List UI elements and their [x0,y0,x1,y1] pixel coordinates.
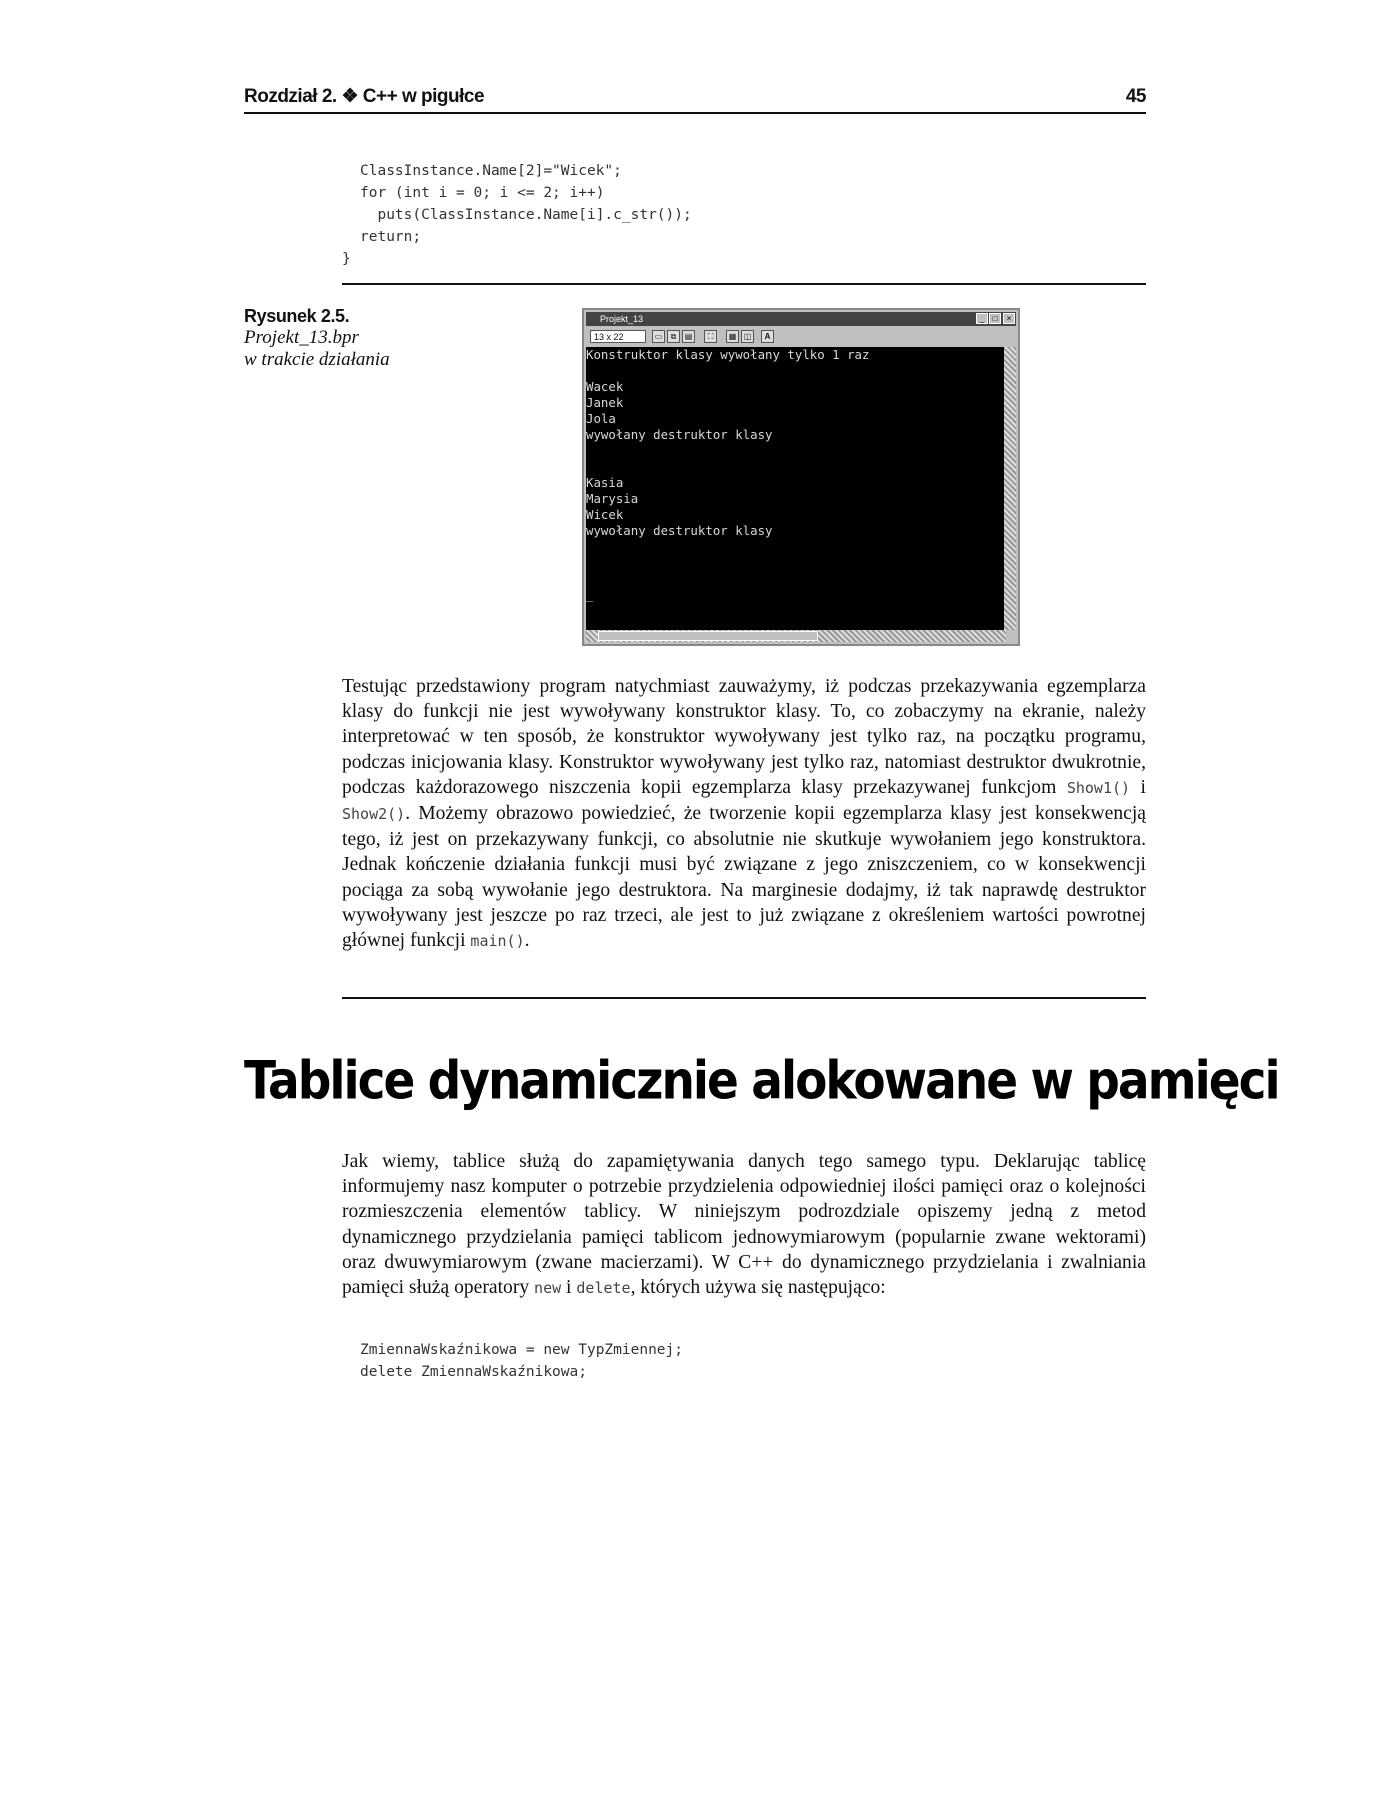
text-run: i [561,1277,577,1299]
divider-bottom [342,997,1146,999]
horizontal-scrollbar [586,630,1006,642]
console-line: Konstruktor klasy wywołany tylko 1 raz [586,347,870,362]
font-icon: A [761,330,774,343]
window-title: Projekt_13 [600,314,644,324]
running-head [244,84,1146,114]
code-line: delete ZmiennaWskaźnikowa; [360,1364,587,1380]
console-line [586,459,1006,475]
chapter-title: Rozdział 2. ❖ C++ w pigułce [244,86,485,107]
code-line: return; [360,229,422,245]
fullscreen-icon: ⛶ [704,330,717,343]
console-line [586,539,1006,555]
code-line: puts(ClassInstance.Name[i].c_str()); [360,207,692,223]
console-output [586,347,1006,630]
code-listing-top [342,160,692,270]
close-icon: × [1003,313,1015,324]
console-line: wywołany destruktor klasy [586,523,773,538]
code-line: } [342,251,351,267]
console-window-screenshot [582,308,1020,646]
console-line: Janek [586,395,624,410]
console-line [586,443,1006,459]
mark-icon: ▭ [652,330,665,343]
text-run: Testując przedstawiony program natychmiast zauważymy, iż podczas przekazywania egzemplarza klasy do funkcji nie jest wywoływany konstruktor klasy. To, co zobaczymy na ekranie, należy interpretować w ten sposób, że konstruktor wywoływany jest tylko raz, na początku programu, podczas inicjowania klasy. Konstruktor wywoływany jest tylko raz, natomiast destruktor dwukrotnie, podczas każdorazowego niszczenia kopii egzemplarza klasy przekazywanej funkcjom [342,676,1146,798]
text-run: , których używa się następująco: [630,1277,886,1299]
console-cursor: _ [586,587,594,602]
paste-icon: ▤ [682,330,695,343]
console-line: Jola [586,411,616,426]
window-toolbar [586,328,1016,346]
figure-caption-line: w trakcie działania [244,349,390,370]
console-line [586,555,1006,571]
inline-code: main() [470,932,525,951]
figure-caption [244,305,444,371]
text-run: i [1130,776,1146,798]
code-listing-bottom [360,1339,683,1383]
console-line: Marysia [586,491,639,506]
minimize-icon: _ [976,313,988,324]
text-run: . [524,930,530,952]
console-line: Wacek [586,379,624,394]
body-paragraph [342,674,1146,954]
body-paragraph [342,1149,1146,1301]
console-line: wywołany destruktor klasy [586,427,773,442]
inline-code: new [534,1279,562,1298]
divider-top [342,283,1146,285]
console-line: Wicek [586,507,624,522]
console-line: Kasia [586,475,624,490]
figure-caption-line: Projekt_13.bpr [244,327,359,348]
section-heading: Tablice dynamicznie alokowane w pamięci [244,1050,1279,1112]
console-line [586,571,1006,587]
text-run: . Możemy obrazowo powiedzieć, że tworzenie kopii egzemplarza klasy jest konsekwencją tego, iż jest on przekazywany funkcji, co absolutnie nie skutkuje wywołaniem jego konstruktora. Jednak kończenie działania funkcji musi być związane z jego zniszczeniem, co w konsekwencji pociąga za sobą wywołanie jego destruktora. Na marginesie dodajmy, iż tak naprawdę destruktor wywoływany jest jeszcze po raz trzeci, ale jest to już związane z określeniem wartości powrotnej głównej funkcji [342,803,1146,952]
font-size-select: 13 x 22 [590,330,646,343]
vertical-scrollbar [1004,347,1016,630]
inline-code: delete [576,1279,631,1298]
scroll-thumb [598,631,818,641]
code-line: ClassInstance.Name[2]="Wicek"; [360,163,622,179]
page-number: 45 [1125,86,1146,107]
properties-icon: ▦ [726,330,739,343]
text-run: Jak wiemy, tablice służą do zapamiętywania danych tego samego typu. Deklarując tablicę informujemy nasz komputer o potrzebie przydzielenia odpowiedniej ilości pamięci oraz o kolejności rozmieszczenia elementów tablicy. W niniejszym podrozdziale opiszemy jedną z metod dynamicznego przydzielania pamięci tablicom jednowymiarowym (popularnie zwane wektorami) oraz dwuwymiarowym (zwane macierzami). W C++ do dynamicznego przydzielania i zwalniania pamięci służą operatory [342,1151,1146,1299]
copy-icon: ⧉ [667,330,680,343]
code-line: for (int i = 0; i <= 2; i++) [360,185,605,201]
background-icon: ◫ [741,330,754,343]
inline-code: Show1() [1066,778,1131,797]
figure-number: Rysunek 2.5. [244,306,350,326]
maximize-icon: □ [989,313,1001,324]
inline-code: Show2() [342,805,406,824]
console-line [586,363,1006,379]
code-line: ZmiennaWskaźnikowa = new TypZmiennej; [360,1342,684,1358]
window-titlebar [586,312,1016,326]
